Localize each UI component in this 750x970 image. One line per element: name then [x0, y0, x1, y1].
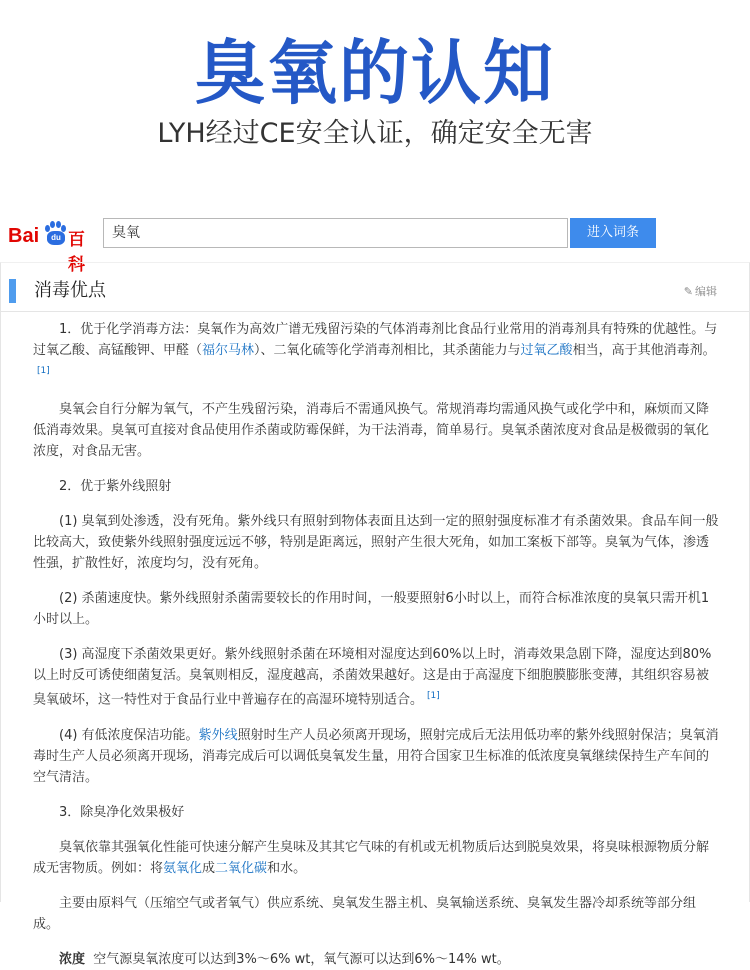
concentration-label: 浓度 [59, 951, 86, 967]
hero-subtitle: LYH经过CE安全认证，确定安全无害 [157, 118, 593, 149]
logo-baike-text: 百科 [68, 230, 85, 275]
baidu-baike-logo[interactable] [8, 219, 96, 275]
edit-button[interactable] [684, 283, 717, 301]
section-header [1, 271, 749, 312]
link-formalin[interactable]: 福尔马林 [202, 343, 255, 358]
paragraph-1: 1．优于化学消毒方法：臭氧作为高效广谱无残留污染的气体消毒剂比食品行业常用的消毒剂具有特殊的优越性。与过氧乙酸、高锰酸钾、甲醛（福尔马林）、二氧化硫等化学消毒剂相比，其杀菌能力与过氧乙酸相当，高于其他消毒剂。[1] [33, 322, 718, 376]
edit-label: 编辑 [695, 285, 717, 298]
link-carbon-dioxide[interactable]: 二氧化碳 [215, 860, 268, 876]
link-ultraviolet[interactable]: 紫外线 [198, 727, 238, 743]
hero-banner [0, 0, 750, 200]
paragraph-3: 2．优于紫外线照射 [59, 479, 172, 495]
paragraph-11: 浓度 空气源臭氧浓度可以达到3%～6% wt，氧气源可以达到6%～14% wt。 [59, 951, 510, 967]
paragraph-9: 臭氧依靠其强氧化性能可快速分解产生臭味及其其它气味的有机或无机物质后达到脱臭效果，将臭味根源物质分解成无害物质。例如：将氨氧化成二氧化碳和水。 [33, 839, 710, 876]
paragraph-6: (3) 高湿度下杀菌效果更好。紫外线照射杀菌在环境相对湿度达到60%以上时，消毒效果急剧下降，湿度达到80%以上时反可诱使细菌复活。臭氧则相反，湿度越高，杀菌效果越好。这是由于高湿度下细胞膜膨胀变薄，其组织容易被臭氧破坏，这一特性对于食品行业中普遍存在的高湿环境特别适合。 [1] [33, 647, 712, 708]
section-content [33, 319, 719, 970]
hero-title: 臭氧的认知 [195, 32, 555, 114]
link-peracetic-acid[interactable]: 过氧乙酸 [520, 343, 573, 358]
reference-link[interactable]: [1] [427, 691, 440, 702]
search-input[interactable]: 臭氧 [103, 218, 568, 248]
logo-du-text: du [51, 233, 61, 242]
paragraph-2: 臭氧会自行分解为氧气，不产生残留污染，消毒后不需通风换气。常规消毒均需通风换气或化学中和，麻烦而又降低消毒效果。臭氧可直接对食品使用作杀菌或防霉保鲜，为干法消毒，简单易行。臭氧杀菌浓度对食品是极微弱的氧化浓度，对食品无害。 [33, 402, 710, 460]
baike-search-bar [0, 215, 750, 275]
article-panel [0, 262, 750, 967]
paragraph-4: (1) 臭氧到处渗透，没有死角。紫外线只有照射到物体表面且达到一定的照射强度标准才有杀菌效果。食品车间一般比较高大，致使紫外线照射强度远远不够，特别是距离远，照射产生很大死角，如加工案板下部等。臭氧为气体，渗透性强，扩散性好，浓度均匀，没有死角。 [33, 514, 719, 572]
paragraph-7: (4) 有低浓度保洁功能。紫外线照射时生产人员必须离开现场，照射完成后无法用低功率的紫外线照射保洁；臭氧消毒时生产人员必须离开现场，消毒完成后可以调低臭氧发生量，用符合国家卫生标准的低浓度臭氧继续保持生产车间的空气清洁。 [33, 727, 719, 785]
paragraph-5: (2) 杀菌速度快。紫外线照射杀菌需要较长的作用时间，一般要照射6小时以上，而符合标准浓度的臭氧只需开机1小时以上。 [33, 591, 710, 628]
reference-link[interactable]: [1] [37, 366, 50, 376]
paw-icon [45, 221, 67, 247]
logo-bai-text: Bai [8, 225, 40, 247]
paragraph-10: 主要由原料气（压缩空气或者氧气）供应系统、臭氧发生器主机、臭氧输送系统、臭氧发生器冷却系统等部分组成。 [33, 895, 697, 932]
section-title: 消毒优点 [34, 280, 106, 301]
pencil-icon: ✎ [683, 285, 693, 298]
paragraph-8: 3．除臭净化效果极好 [59, 804, 185, 820]
link-ammonia-oxidation[interactable]: 氨氧化 [163, 860, 203, 876]
enter-entry-button[interactable]: 进入词条 [570, 218, 656, 248]
section-accent-bar [9, 279, 16, 303]
